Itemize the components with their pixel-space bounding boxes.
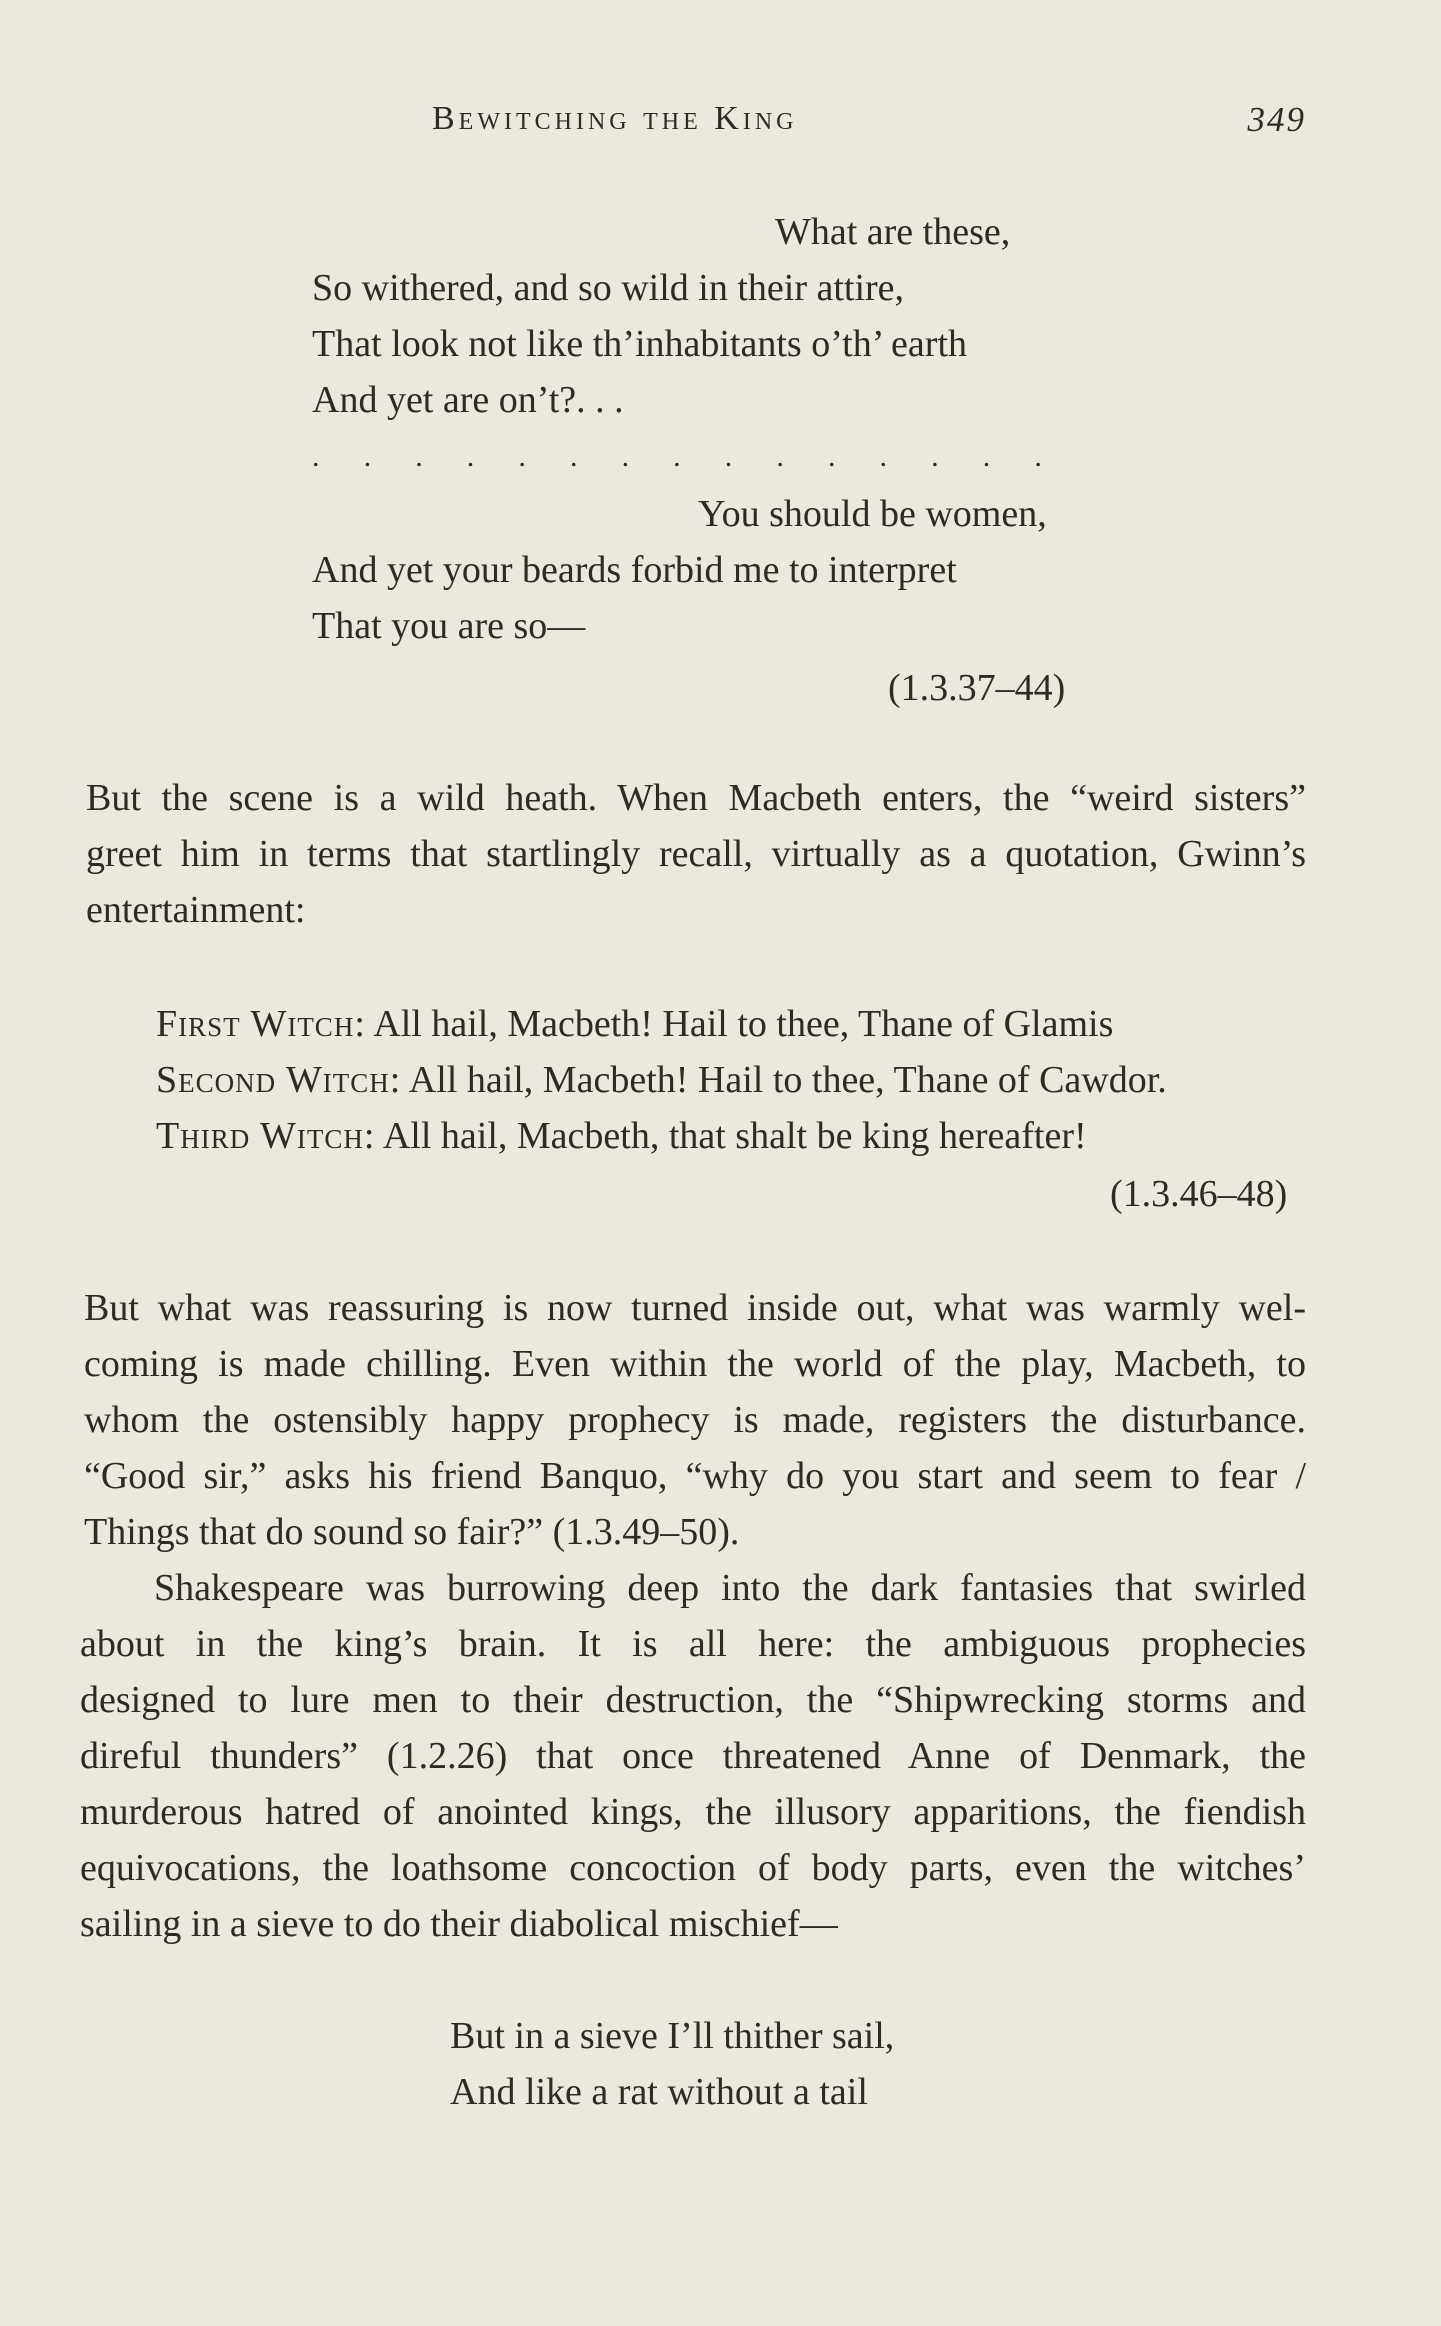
citation: (1.3.46–48) [1110,1173,1288,1215]
paragraph-line: greet him in terms that startlingly recall, virtually as a quotation, Gwinn’s [86,833,1306,875]
ellipsis-row: . . . . . . . . . . . . . . . [312,440,1042,473]
verse-line: And yet your beards forbid me to interpret [312,549,957,591]
paragraph-line: whom the ostensibly happy prophecy is made, registers the disturbance. [84,1399,1306,1441]
paragraph-line: But what was reassuring is now turned inside out, what was warmly wel- [84,1287,1306,1329]
page-number: 349 [1247,100,1306,139]
verse-line: That you are so— [312,605,586,647]
speech-line [156,1114,1087,1158]
speech-text: All hail, Macbeth, that shalt be king hereafter! [382,1115,1087,1157]
running-header-title: Bewitching the King [432,100,798,137]
speech-line [156,1058,1167,1102]
paragraph-line: entertainment: [86,889,306,931]
paragraph-line: Things that do sound so fair?” (1.3.49–50). [84,1511,740,1553]
paragraph-line: But the scene is a wild heath. When Macbeth enters, the “weird sisters” [86,777,1306,819]
paragraph-line: coming is made chilling. Even within the world of the play, Macbeth, to [84,1343,1306,1385]
paragraph-line: direful thunders” (1.2.26) that once threatened Anne of Denmark, the [80,1735,1306,1777]
verse-line: What are these, [775,211,1011,253]
speech-line [156,1002,1113,1046]
speaker-label: Second Witch: [156,1059,402,1101]
verse-line: That look not like th’inhabitants o’th’ earth [312,323,967,365]
verse-line: And yet are on’t?. . . [312,379,624,421]
citation: (1.3.37–44) [888,667,1066,709]
speaker-label: First Witch: [156,1003,366,1045]
paragraph-line: murderous hatred of anointed kings, the illusory apparitions, the fiendish [80,1791,1306,1833]
speaker-label: Third Witch: [156,1115,376,1157]
paragraph-line: about in the king’s brain. It is all here: the ambiguous prophecies [80,1623,1306,1665]
paragraph-line: Shakespeare was burrowing deep into the dark fantasies that swirled [154,1567,1306,1609]
verse-line: But in a sieve I’ll thither sail, [450,2015,895,2057]
verse-line: And like a rat without a tail [450,2071,868,2113]
verse-line: You should be women, [698,493,1047,535]
paragraph-line: equivocations, the loathsome concoction of body parts, even the witches’ [80,1847,1306,1889]
speech-text: All hail, Macbeth! Hail to thee, Thane of Glamis [373,1003,1114,1045]
paragraph-line: sailing in a sieve to do their diabolical mischief— [80,1903,838,1945]
verse-line: So withered, and so wild in their attire, [312,267,905,309]
speech-text: All hail, Macbeth! Hail to thee, Thane of Cawdor. [408,1059,1167,1101]
paragraph-line: “Good sir,” asks his friend Banquo, “why do you start and seem to fear / [84,1455,1306,1497]
paragraph-line: designed to lure men to their destruction, the “Shipwrecking storms and [80,1679,1306,1721]
